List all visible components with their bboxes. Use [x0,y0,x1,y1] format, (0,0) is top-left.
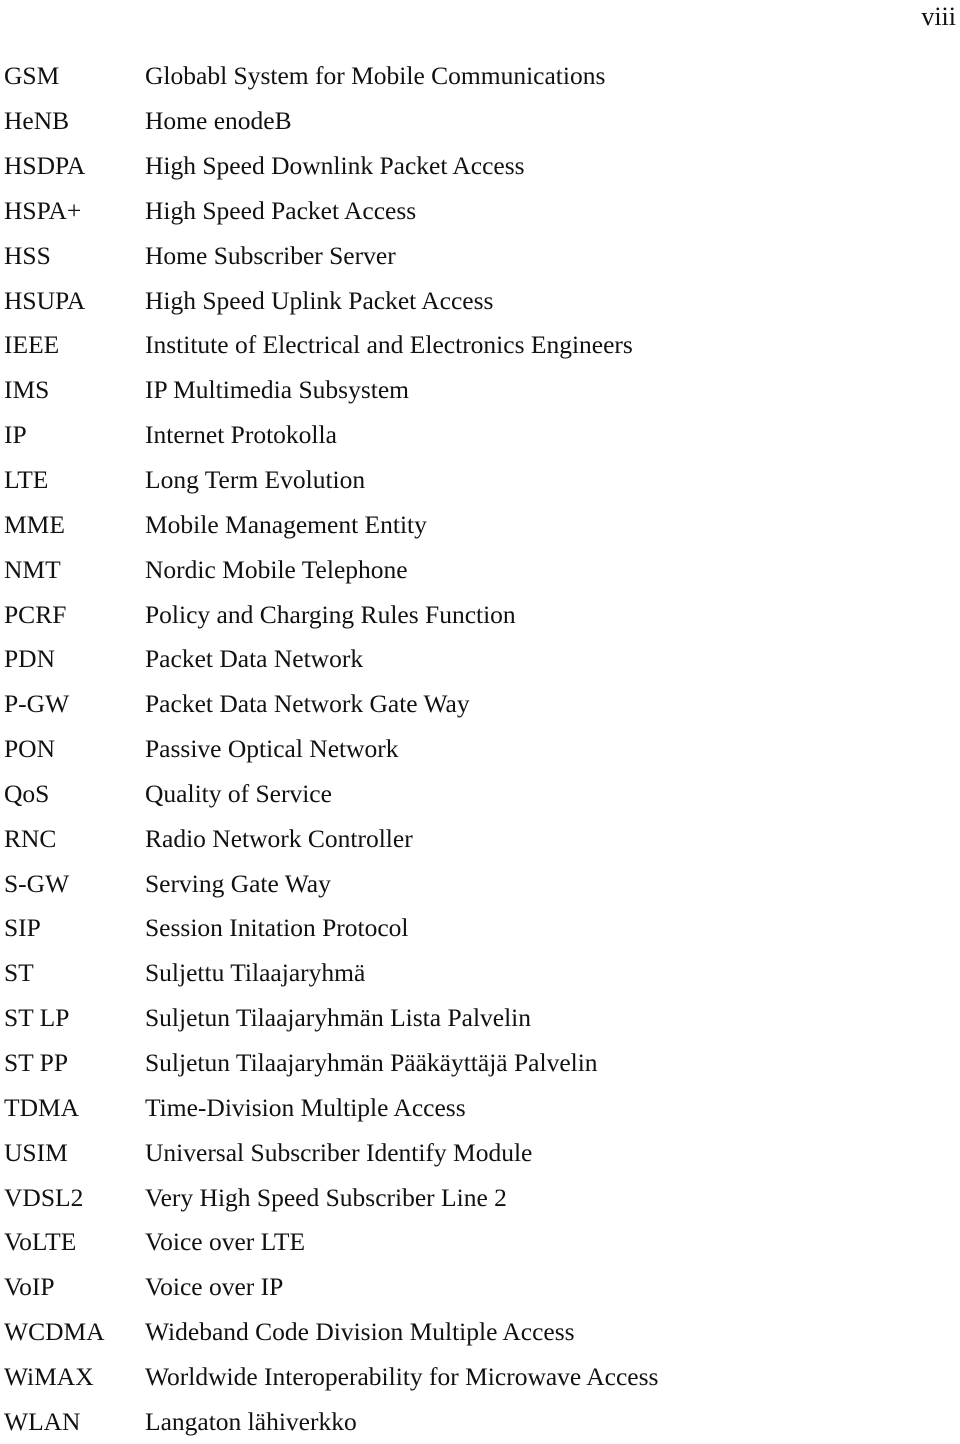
abbreviation-term: LTE [4,465,49,495]
abbreviation-definition: Universal Subscriber Identify Module [145,1137,533,1167]
abbreviation-term: ST LP [4,1003,70,1033]
abbreviation-row [4,1085,658,1130]
abbreviation-definition: Voice over LTE [145,1227,306,1257]
abbreviation-definition: Suljetun Tilaajaryhmän Lista Palvelin [145,1003,532,1033]
abbreviation-term: MME [4,509,65,539]
abbreviation-row [4,189,658,234]
abbreviation-term: ST PP [4,1047,69,1077]
abbreviation-term: IP [4,420,27,450]
abbreviation-row [4,323,658,368]
abbreviation-definition: Nordic Mobile Telephone [145,554,408,584]
abbreviation-term: HSDPA [4,151,86,181]
abbreviation-definition: Voice over IP [145,1272,284,1302]
abbreviation-row [4,1220,658,1265]
abbreviation-row [4,906,658,951]
abbreviation-definition: Mobile Management Entity [145,509,427,539]
abbreviation-definition: Radio Network Controller [145,823,413,853]
abbreviation-row [4,1175,658,1220]
abbreviation-row [4,637,658,682]
abbreviation-term: VoLTE [4,1227,77,1257]
abbreviation-definition: Institute of Electrical and Electronics Engineers [145,330,633,360]
abbreviation-definition: High Speed Uplink Packet Access [145,285,494,315]
abbreviation-row [4,99,658,144]
abbreviation-definition: Suljetun Tilaajaryhmän Pääkäyttäjä Palvelin [145,1047,598,1077]
abbreviation-term: NMT [4,554,61,584]
abbreviation-definition: Globabl System for Mobile Communications [145,61,606,91]
abbreviation-row [4,1041,658,1086]
abbreviation-row [4,816,658,861]
abbreviation-definition: IP Multimedia Subsystem [145,375,409,405]
abbreviation-term: WLAN [4,1406,81,1436]
abbreviation-definition: Session Initation Protocol [145,913,409,943]
abbreviation-term: HSPA+ [4,195,82,225]
abbreviation-definition: Wideband Code Division Multiple Access [145,1317,575,1347]
abbreviation-definition: Passive Optical Network [145,734,399,764]
abbreviation-row [4,233,658,278]
abbreviation-definition: Packet Data Network Gate Way [145,689,470,719]
abbreviation-row [4,458,658,503]
abbreviation-term: VoIP [4,1272,55,1302]
abbreviation-definition: Langaton lähiverkko [145,1406,357,1436]
abbreviation-term: HeNB [4,106,70,136]
abbreviation-definition: Packet Data Network [145,644,364,674]
page-number: viii [921,2,956,31]
abbreviation-term: SIP [4,913,41,943]
abbreviation-row [4,1130,658,1175]
abbreviation-row [4,727,658,772]
abbreviation-term: HSUPA [4,285,86,315]
abbreviation-definition: Home enodeB [145,106,292,136]
abbreviation-term: PDN [4,644,56,674]
abbreviation-definition: Home Subscriber Server [145,240,396,270]
abbreviation-row [4,547,658,592]
abbreviation-definition: Long Term Evolution [145,465,366,495]
abbreviation-row [4,278,658,323]
abbreviation-term: PON [4,734,56,764]
abbreviation-term: WiMAX [4,1361,94,1391]
abbreviation-row [4,592,658,637]
abbreviation-row [4,54,658,99]
abbreviation-definition: High Speed Downlink Packet Access [145,151,525,181]
abbreviation-definition: Suljettu Tilaajaryhmä [145,958,366,988]
abbreviation-term: PCRF [4,599,67,629]
abbreviation-definition: Quality of Service [145,778,332,808]
abbreviation-row [4,413,658,458]
abbreviation-term: IEEE [4,330,60,360]
abbreviation-term: HSS [4,240,51,270]
abbreviation-definition: High Speed Packet Access [145,195,417,225]
abbreviation-row [4,368,658,413]
abbreviation-row [4,682,658,727]
abbreviation-term: S-GW [4,868,70,898]
abbreviation-term: P-GW [4,689,70,719]
abbreviation-row [4,1310,658,1355]
abbreviation-row [4,861,658,906]
abbreviation-row [4,996,658,1041]
abbreviation-definition: Internet Protokolla [145,420,337,450]
abbreviation-row [4,772,658,817]
abbreviation-definition: Very High Speed Subscriber Line 2 [145,1182,507,1212]
abbreviation-definition: Worldwide Interoperability for Microwave Access [145,1361,659,1391]
abbreviation-row [4,951,658,996]
abbreviation-term: TDMA [4,1092,80,1122]
abbreviation-term: WCDMA [4,1317,105,1347]
abbreviation-term: RNC [4,823,57,853]
abbreviation-definition: Policy and Charging Rules Function [145,599,516,629]
abbreviation-row [4,1265,658,1310]
abbreviation-term: USIM [4,1137,68,1167]
abbreviation-term: QoS [4,778,50,808]
abbreviation-row [4,1399,658,1444]
abbreviation-term: ST [4,958,34,988]
abbreviation-list [4,54,658,1444]
abbreviation-definition: Serving Gate Way [145,868,331,898]
abbreviation-row [4,144,658,189]
abbreviation-term: GSM [4,61,60,91]
abbreviation-row [4,502,658,547]
abbreviation-term: VDSL2 [4,1182,84,1212]
abbreviation-definition: Time-Division Multiple Access [145,1092,466,1122]
abbreviation-row [4,1354,658,1399]
abbreviation-term: IMS [4,375,50,405]
